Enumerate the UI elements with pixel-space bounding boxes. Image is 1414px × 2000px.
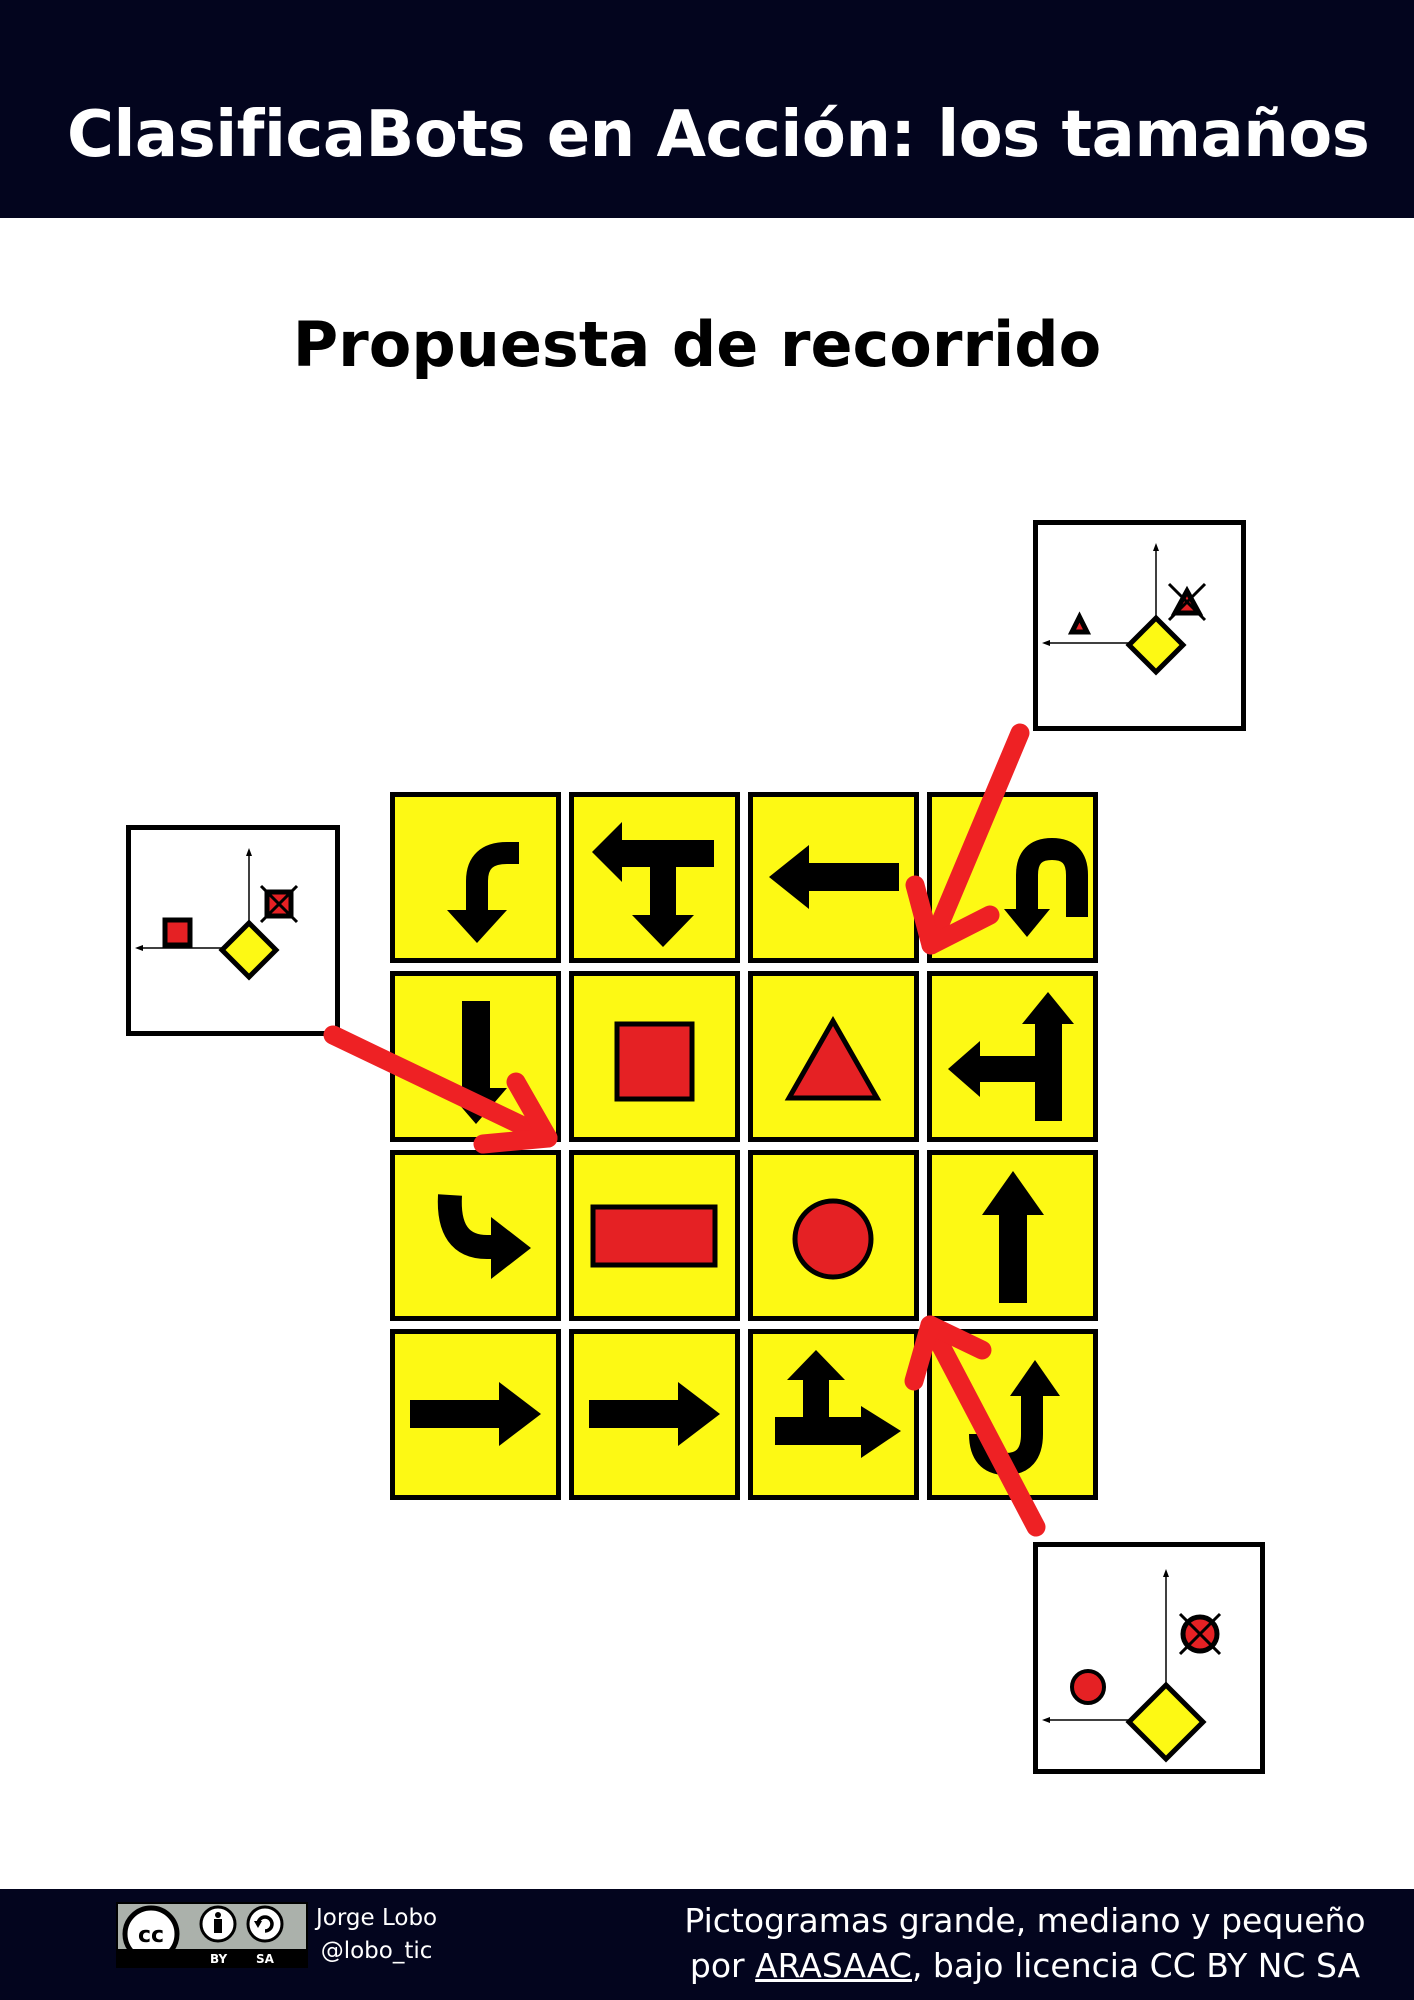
small-red-circle-icon <box>1072 1671 1104 1703</box>
rectangle-icon <box>574 1155 735 1316</box>
t-junction-up-right-icon <box>753 1334 914 1495</box>
tile-t-junction-left-down <box>569 792 740 963</box>
tile-curve-right <box>390 1150 561 1321</box>
u-turn-down-icon <box>932 797 1093 958</box>
circle-size-card <box>1033 1542 1265 1774</box>
square-icon <box>574 976 735 1137</box>
arasaac-link[interactable]: ARASAAC <box>755 1946 912 1985</box>
arrow-right-icon <box>395 1334 556 1495</box>
credits-line-2 <box>680 1943 1370 1988</box>
yellow-diamond-icon <box>222 923 276 977</box>
arrow-up-icon <box>932 1155 1093 1316</box>
arrow-left-icon <box>753 797 914 958</box>
creative-commons-icon <box>118 1904 306 1952</box>
tile-u-turn-up <box>927 1329 1098 1500</box>
yellow-diamond-icon <box>1129 618 1183 672</box>
triangle-size-card <box>1033 520 1246 731</box>
tile-circle <box>748 1150 919 1321</box>
tile-turn-left-down <box>390 792 561 963</box>
arrow-down-icon <box>395 976 556 1137</box>
t-junction-up-left-icon <box>932 976 1093 1137</box>
credits-por: por <box>689 1946 756 1985</box>
triangle-size-pictogram <box>1038 525 1241 726</box>
circle-size-pictogram <box>1038 1547 1260 1769</box>
tile-t-junction-up-left <box>927 971 1098 1142</box>
svg-text:cc: cc <box>137 1923 165 1948</box>
tile-arrow-up <box>927 1150 1098 1321</box>
tile-arrow-left <box>748 792 919 963</box>
page-title: ClasificaBots en Acción: los tamaños <box>67 98 1370 172</box>
credits-line-1: Pictogramas grande, mediano y pequeño <box>684 1901 1366 1940</box>
tile-rectangle <box>569 1150 740 1321</box>
subtitle: Propuesta de recorrido <box>292 308 1102 381</box>
tile-square <box>569 971 740 1142</box>
author-handle: @lobo_tic <box>320 1938 433 1964</box>
tile-arrow-right <box>390 1329 561 1500</box>
credits-license: , bajo licencia CC BY NC SA <box>911 1946 1361 1985</box>
curve-right-icon <box>395 1155 556 1316</box>
square-size-card <box>126 825 340 1036</box>
u-turn-up-icon <box>932 1334 1093 1495</box>
arrow-right-icon <box>574 1334 735 1495</box>
header-banner <box>0 0 1414 218</box>
badge-sa-label: SA <box>256 1952 274 1966</box>
yellow-diamond-icon <box>1129 1685 1203 1759</box>
pictogram-credits <box>680 1898 1370 1988</box>
tile-u-turn-down <box>927 792 1098 963</box>
small-red-square-icon <box>165 920 190 945</box>
author-name: Jorge Lobo <box>316 1905 438 1931</box>
author-credit <box>316 1902 437 1968</box>
badge-by-label: BY <box>210 1952 228 1966</box>
tile-arrow-down <box>390 971 561 1142</box>
square-size-pictogram <box>131 830 335 1031</box>
t-junction-left-down-icon <box>574 797 735 958</box>
cc-by-sa-badge[interactable] <box>116 1902 308 1968</box>
tile-triangle <box>748 971 919 1142</box>
triangle-icon <box>753 976 914 1137</box>
tile-t-junction-up-right <box>748 1329 919 1500</box>
circle-icon <box>753 1155 914 1316</box>
turn-left-down-icon <box>395 797 556 958</box>
tile-arrow-right <box>569 1329 740 1500</box>
small-red-triangle-icon <box>1072 617 1087 632</box>
